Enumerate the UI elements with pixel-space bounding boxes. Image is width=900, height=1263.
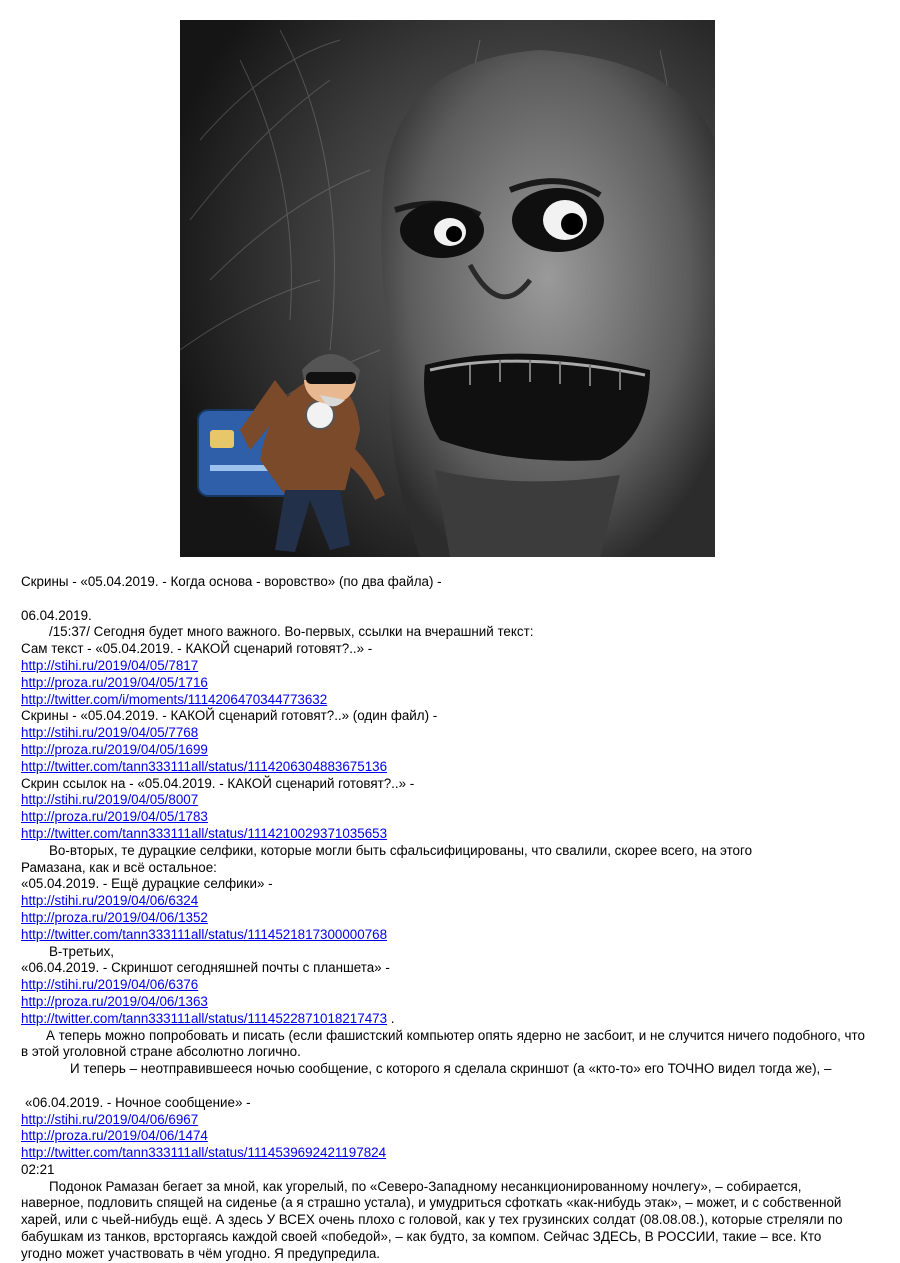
- text-line: «06.04.2019. - Скриншот сегодняшней почты с планшета» -: [21, 960, 390, 976]
- mask-face-icon: [381, 50, 715, 557]
- text-line: В-третьих,: [49, 943, 114, 959]
- text-line: /15:37/ Сегодня будет много важного. Во-первых, ссылки на вчерашний текст:: [49, 624, 534, 640]
- date-line: 06.04.2019.: [21, 607, 92, 623]
- paragraph: А теперь можно попробовать и писать (если фашистский компьютер опять ядерно не засбоит, и не случится ничего подобного, что в этой уголовной стране абсолютно логично.: [21, 1027, 865, 1060]
- link-stihi[interactable]: http://stihi.ru/2019/04/06/6967: [21, 1111, 199, 1127]
- paragraph: Во-вторых, те дурацкие селфики, которые могли быть сфальсифицированы, что свалили, скорее всего, на этого Рамазана, как и всё остальное:: [21, 842, 753, 875]
- illustration: [180, 20, 715, 557]
- link-proza[interactable]: http://proza.ru/2019/04/06/1474: [21, 1128, 208, 1144]
- link-twitter[interactable]: http://twitter.com/tann333111all/status/1114521817300000768: [21, 926, 388, 942]
- link-stihi[interactable]: http://stihi.ru/2019/04/06/6376: [21, 977, 199, 993]
- link-proza[interactable]: http://proza.ru/2019/04/05/1699: [21, 741, 208, 757]
- link-stihi[interactable]: http://stihi.ru/2019/04/05/8007: [21, 792, 199, 808]
- text-line: .: [387, 1010, 395, 1026]
- document-body: [21, 574, 886, 1263]
- link-twitter[interactable]: http://twitter.com/tann333111all/status/1114539692421197824: [21, 1145, 387, 1161]
- link-twitter[interactable]: http://twitter.com/i/moments/1114206470344773632: [21, 691, 328, 707]
- blank-line: [21, 591, 886, 608]
- link-stihi[interactable]: http://stihi.ru/2019/04/06/6324: [21, 893, 199, 909]
- time-line: 02:21: [21, 1161, 55, 1177]
- text-line: И теперь – неотправившееся ночью сообщение, с которого я сделала скриншот (а «кто-то» его ТОЧНО видел тогда же), –: [70, 1061, 832, 1077]
- link-twitter[interactable]: http://twitter.com/tann333111all/status/1114210029371035653: [21, 825, 388, 841]
- text-line: Скрины - «05.04.2019. - Когда основа - воровство» (по два файла) -: [21, 574, 442, 589]
- blank-line: [21, 1078, 886, 1095]
- text-line: Сам текст - «05.04.2019. - КАКОЙ сценарий готовят?..» -: [21, 641, 373, 657]
- link-stihi[interactable]: http://stihi.ru/2019/04/05/7768: [21, 725, 199, 741]
- link-proza[interactable]: http://proza.ru/2019/04/06/1363: [21, 993, 208, 1009]
- link-twitter[interactable]: http://twitter.com/tann333111all/status/1114206304883675136: [21, 758, 388, 774]
- text-line: Скрины - «05.04.2019. - КАКОЙ сценарий готовят?..» (один файл) -: [21, 708, 438, 724]
- link-proza[interactable]: http://proza.ru/2019/04/05/1783: [21, 809, 208, 825]
- link-proza[interactable]: http://proza.ru/2019/04/06/1352: [21, 909, 208, 925]
- link-proza[interactable]: http://proza.ru/2019/04/05/1716: [21, 674, 208, 690]
- link-stihi[interactable]: http://stihi.ru/2019/04/05/7817: [21, 657, 199, 673]
- text-line: «05.04.2019. - Ещё дурацкие селфики» -: [21, 876, 273, 892]
- text-line: Скрин ссылок на - «05.04.2019. - КАКОЙ сценарий готовят?..» -: [21, 775, 415, 791]
- text-line: «06.04.2019. - Ночное сообщение» -: [25, 1094, 251, 1110]
- paragraph: Подонок Рамазан бегает за мной, как угорелый, по «Северо-Западному несанкционированному ночлегу», – собирается, наверное, подловить спящей на сиденье (а я страшно устала), и умудриться сфоткать «как-нибудь этак», – может, и с собственной харей, или с чьей-нибудь ещё. А здесь У ВСЕХ очень плохо с головой, как у тех грузинских солдат (08.08.08.), которые стреляли по бабушкам из танков, врсторгаясь каждой своей «победой», – как будто, за компом. Сейчас ЗДЕСЬ, В РОССИИ, такие – все. Кто угодно может участвовать в чём угодно. Я предупредила.: [21, 1178, 843, 1261]
- link-twitter[interactable]: http://twitter.com/tann333111all/status/1114522871018217473: [21, 1010, 388, 1026]
